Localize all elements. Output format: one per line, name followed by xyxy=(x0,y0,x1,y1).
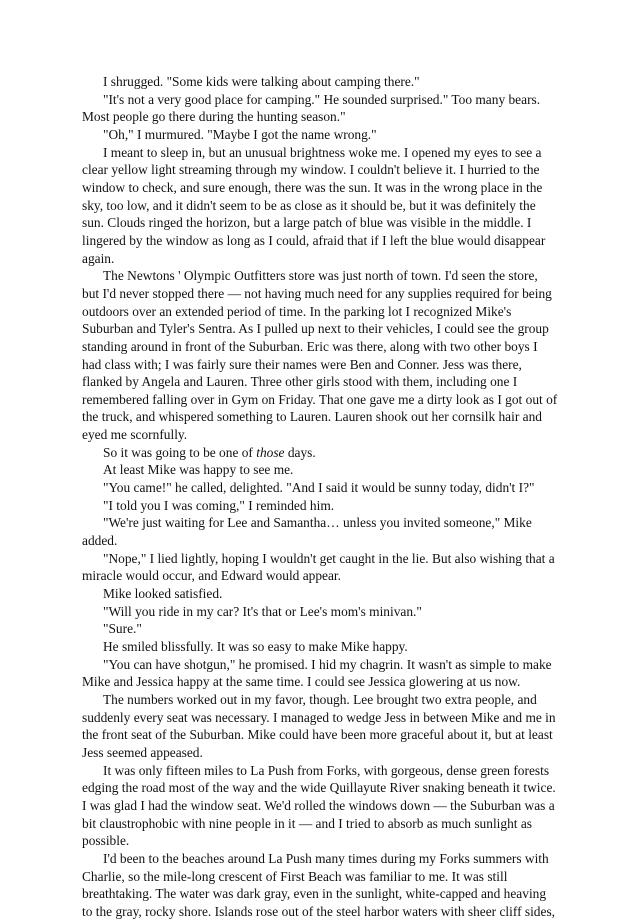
paragraph: "I told you I was coming," I reminded him. xyxy=(103,497,335,513)
document-page xyxy=(82,73,558,921)
paragraph: At least Mike was happy to see me. xyxy=(103,462,294,478)
paragraph: The numbers worked out in my favor, though. Lee brought two extra people, and suddenly every seat was necessary. I managed to wedge Jess in between Mike and me in the front seat of the Suburban. Mike could have been more graceful about it, but at least Jess seemed appeased. xyxy=(82,691,556,760)
paragraph: "We're just waiting for Lee and Samantha… unless you invited someone," Mike added. xyxy=(82,515,532,549)
paragraph: I meant to sleep in, but an unusual brightness woke me. I opened my eyes to see a clear yellow light streaming through my window. I couldn't believe it. I hurried to the window to check, and sure enough, there was the sun. It was in the wrong place in the sky, too low, and it didn't seem to be as close as it should be, but it was definitely the sun. Clouds ringed the horizon, but a large patch of blue was visible in the middle. I lingered by the window as long as I could, afraid that if I left the blue would disappear again. xyxy=(82,144,546,266)
paragraph-text: So it was going to be one of xyxy=(103,444,257,460)
paragraph: "It's not a very good place for camping." He sounded surprised." Too many bears. Most people go there during the hunting season." xyxy=(82,91,541,125)
paragraph: The Newtons ' Olympic Outfitters store was just north of town. I'd seen the store, but I'd never stopped there — not having much need for any supplies required for being outdoors over an extended period of time. In the parking lot I recognized Mike's Suburban and Tyler's Sentra. As I pulled up next to their vehicles, I could see the group standing around in front of the Suburban. Eric was there, along with two other boys I had class with; I was fairly sure their names were Ben and Conner. Jess was there, flanked by Angela and Lauren. Three other girls stood with them, including one I remembered falling over in Gym on Friday. That one gave me a dirty look as I got out of the truck, and whispered something to Lauren. Lauren shook out her cornsilk hair and eyed me scornfully. xyxy=(82,268,558,443)
paragraph: "Nope," I lied lightly, hoping I wouldn't get caught in the lie. But also wishing that a miracle would occur, and Edward would appear. xyxy=(82,550,555,584)
paragraph: It was only fifteen miles to La Push from Forks, with gorgeous, dense green forests edging the road most of the way and the wide Quillayute River snaking beneath it twice. I was glad I had the window seat. We'd rolled the windows down — the Suburban was a bit claustrophobic with nine people in it — and I tried to absorb as much sunlight as possible. xyxy=(82,762,556,849)
paragraph: I'd been to the beaches around La Push many times during my Forks summers with Charlie, so the mile-long crescent of First Beach was familiar to me. It was still breathtaking. The water was dark gray, even in the sunlight, white-capped and heaving to the gray, rocky shore. Islands rose out of the steel harbor waters with sheer cliff sides, xyxy=(82,850,555,919)
paragraph: He smiled blissfully. It was so easy to make Mike happy. xyxy=(103,639,408,654)
paragraph: I shrugged. "Some kids were talking about camping there." xyxy=(103,74,420,89)
emphasized-word: those xyxy=(256,444,285,460)
paragraph: "Will you ride in my car? It's that or Lee's mom's minivan." xyxy=(103,603,422,619)
paragraph: "Oh," I murmured. "Maybe I got the name wrong." xyxy=(103,126,377,142)
paragraph xyxy=(82,444,558,462)
paragraph-text: days. xyxy=(284,444,316,460)
paragraph: "Sure." xyxy=(103,621,142,637)
paragraph: Mike looked satisfied. xyxy=(103,586,223,602)
paragraph: "You can have shotgun," he promised. I hid my chagrin. It wasn't as simple to make Mike and Jessica happy at the same time. I could see Jessica glowering at us now. xyxy=(82,656,552,690)
paragraph: "You came!" he called, delighted. "And I said it would be sunny today, didn't I?" xyxy=(103,480,535,496)
